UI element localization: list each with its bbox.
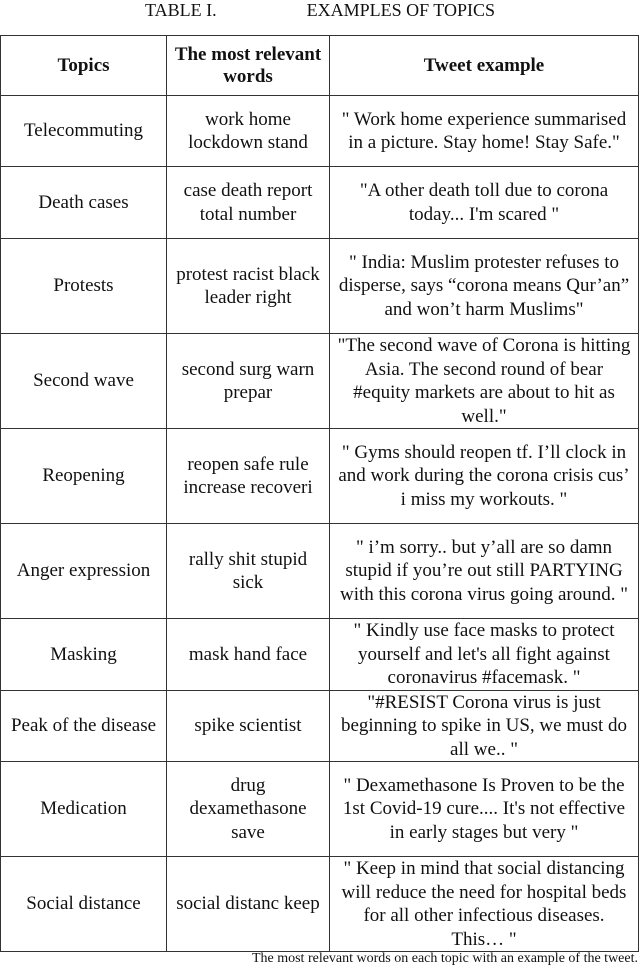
topic-cell: Reopening bbox=[1, 429, 167, 524]
table-row bbox=[1, 429, 639, 524]
words-cell: second surg warn prepar bbox=[167, 334, 330, 429]
table-row bbox=[1, 762, 639, 857]
topic-cell: Masking bbox=[1, 619, 167, 691]
table-title: EXAMPLES OF TOPICS bbox=[306, 0, 495, 20]
table-row bbox=[1, 334, 639, 429]
words-cell: mask hand face bbox=[167, 619, 330, 691]
words-cell: case death report total number bbox=[167, 167, 330, 239]
topic-cell: Peak of the disease bbox=[1, 690, 167, 762]
words-cell: reopen safe rule increase recoveri bbox=[167, 429, 330, 524]
tweet-cell: " Work home experience summarised in a picture. Stay home! Stay Safe." bbox=[330, 96, 639, 167]
tweet-cell: " Kindly use face masks to protect yourself and let's all fight against coronavirus #facemask. " bbox=[330, 619, 639, 691]
tweet-cell: " Dexamethasone Is Proven to be the 1st Covid-19 cure.... It's not effective in early stages but very " bbox=[330, 762, 639, 857]
words-cell: drug dexamethasone save bbox=[167, 762, 330, 857]
table-number: TABLE I. bbox=[145, 0, 217, 20]
topics-table bbox=[0, 35, 639, 952]
table-row bbox=[1, 96, 639, 167]
table-row bbox=[1, 167, 639, 239]
words-cell: work home lockdown stand bbox=[167, 96, 330, 167]
header-row bbox=[1, 36, 639, 96]
topic-cell: Telecommuting bbox=[1, 96, 167, 167]
tweet-cell: "#RESIST Corona virus is just beginning to spike in US, we must do all we.. " bbox=[330, 690, 639, 762]
header-relevant-words: The most relevant words bbox=[167, 36, 330, 96]
topic-cell: Anger expression bbox=[1, 524, 167, 619]
words-cell: spike scientist bbox=[167, 690, 330, 762]
table-row bbox=[1, 690, 639, 762]
table-row bbox=[1, 524, 639, 619]
words-cell: rally shit stupid sick bbox=[167, 524, 330, 619]
table-row bbox=[1, 239, 639, 334]
words-cell: social distanc keep bbox=[167, 857, 330, 952]
table-row bbox=[1, 857, 639, 952]
table-row bbox=[1, 619, 639, 691]
tweet-cell: " i’m sorry.. but y’all are so damn stupid if you’re out still PARTYING with this corona virus going around. " bbox=[330, 524, 639, 619]
tweet-cell: " Gyms should reopen tf. I’ll clock in and work during the corona crisis cus’ i miss my workouts. " bbox=[330, 429, 639, 524]
tweet-cell: "A other death toll due to corona today... I'm scared " bbox=[330, 167, 639, 239]
header-topics: Topics bbox=[1, 36, 167, 96]
topic-cell: Social distance bbox=[1, 857, 167, 952]
topic-cell: Medication bbox=[1, 762, 167, 857]
tweet-cell: "The second wave of Corona is hitting Asia. The second round of bear #equity markets are about to hit as well." bbox=[330, 334, 639, 429]
topic-cell: Protests bbox=[1, 239, 167, 334]
tweet-cell: " Keep in mind that social distancing will reduce the need for hospital beds for all other infectious diseases. This… " bbox=[330, 857, 639, 952]
header-tweet-example: Tweet example bbox=[330, 36, 639, 96]
table-footnote: The most relevant words on each topic with an example of the tweet. bbox=[251, 951, 638, 966]
tweet-cell: " India: Muslim protester refuses to disperse, says “corona means Qur’an” and won’t harm Muslims" bbox=[330, 239, 639, 334]
topic-cell: Death cases bbox=[1, 167, 167, 239]
table-caption bbox=[0, 0, 640, 22]
topic-cell: Second wave bbox=[1, 334, 167, 429]
words-cell: protest racist black leader right bbox=[167, 239, 330, 334]
